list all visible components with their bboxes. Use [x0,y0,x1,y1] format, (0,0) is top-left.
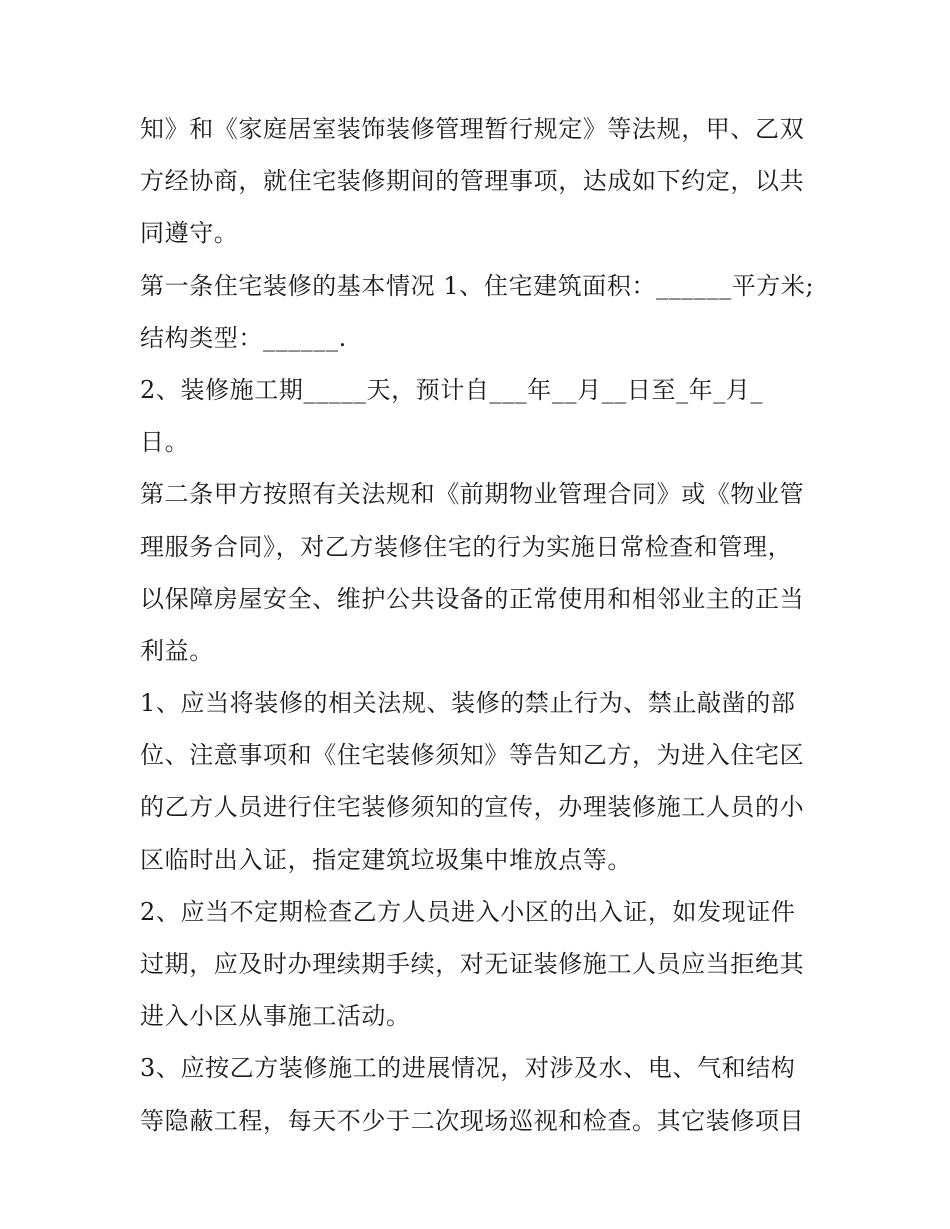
text-line: 方经协商，就住宅装修期间的管理事项，达成如下约定，以共 [140,167,805,196]
text-line: 同遵守。 [140,219,239,248]
text-line: 等隐蔽工程，每天不少于二次现场巡视和检查。其它装修项目 [140,1106,805,1135]
text-line: 理服务合同》，对乙方装修住宅的行为实施日常检查和管理， [140,532,793,561]
text-line: 位、注意事项和《住宅装修须知》等告知乙方，为进入住宅区 [140,741,805,770]
text-line: 利益。 [140,636,214,665]
text-line: 第二条甲方按照有关法规和《前期物业管理合同》或《物业管 [140,480,805,509]
text-line: 2、装修施工期_____天，预计自___年__月__日至_年_月_ [140,375,764,404]
text-line: 第一条住宅装修的基本情况 1、住宅建筑面积：______平方米; [140,271,815,300]
text-line: 知》和《家庭居室装饰装修管理暂行规定》等法规，甲、乙双 [140,115,805,143]
text-line: 的乙方人员进行住宅装修须知的宣传，办理装修施工人员的小 [140,793,805,822]
text-line: 2、应当不定期检查乙方人员进入小区的出入证，如发现证件 [140,897,796,926]
text-line: 过期，应及时办理续期手续，对无证装修施工人员应当拒绝其 [140,950,805,978]
text-line: 区临时出入证，指定建筑垃圾集中堆放点等。 [140,845,632,874]
text-line: 以保障房屋安全、维护公共设备的正常使用和相邻业主的正当 [140,584,805,613]
document-page [140,103,830,1147]
text-line: 1、应当将装修的相关法规、装修的禁止行为、禁止敲凿的部 [140,689,796,718]
text-line: 进入小区从事施工活动。 [140,1002,411,1031]
text-line: 日。 [140,428,190,457]
text-line: 结构类型：______. [140,323,347,352]
text-line: 3、应按乙方装修施工的进展情况，对涉及水、电、气和结构 [140,1054,796,1083]
